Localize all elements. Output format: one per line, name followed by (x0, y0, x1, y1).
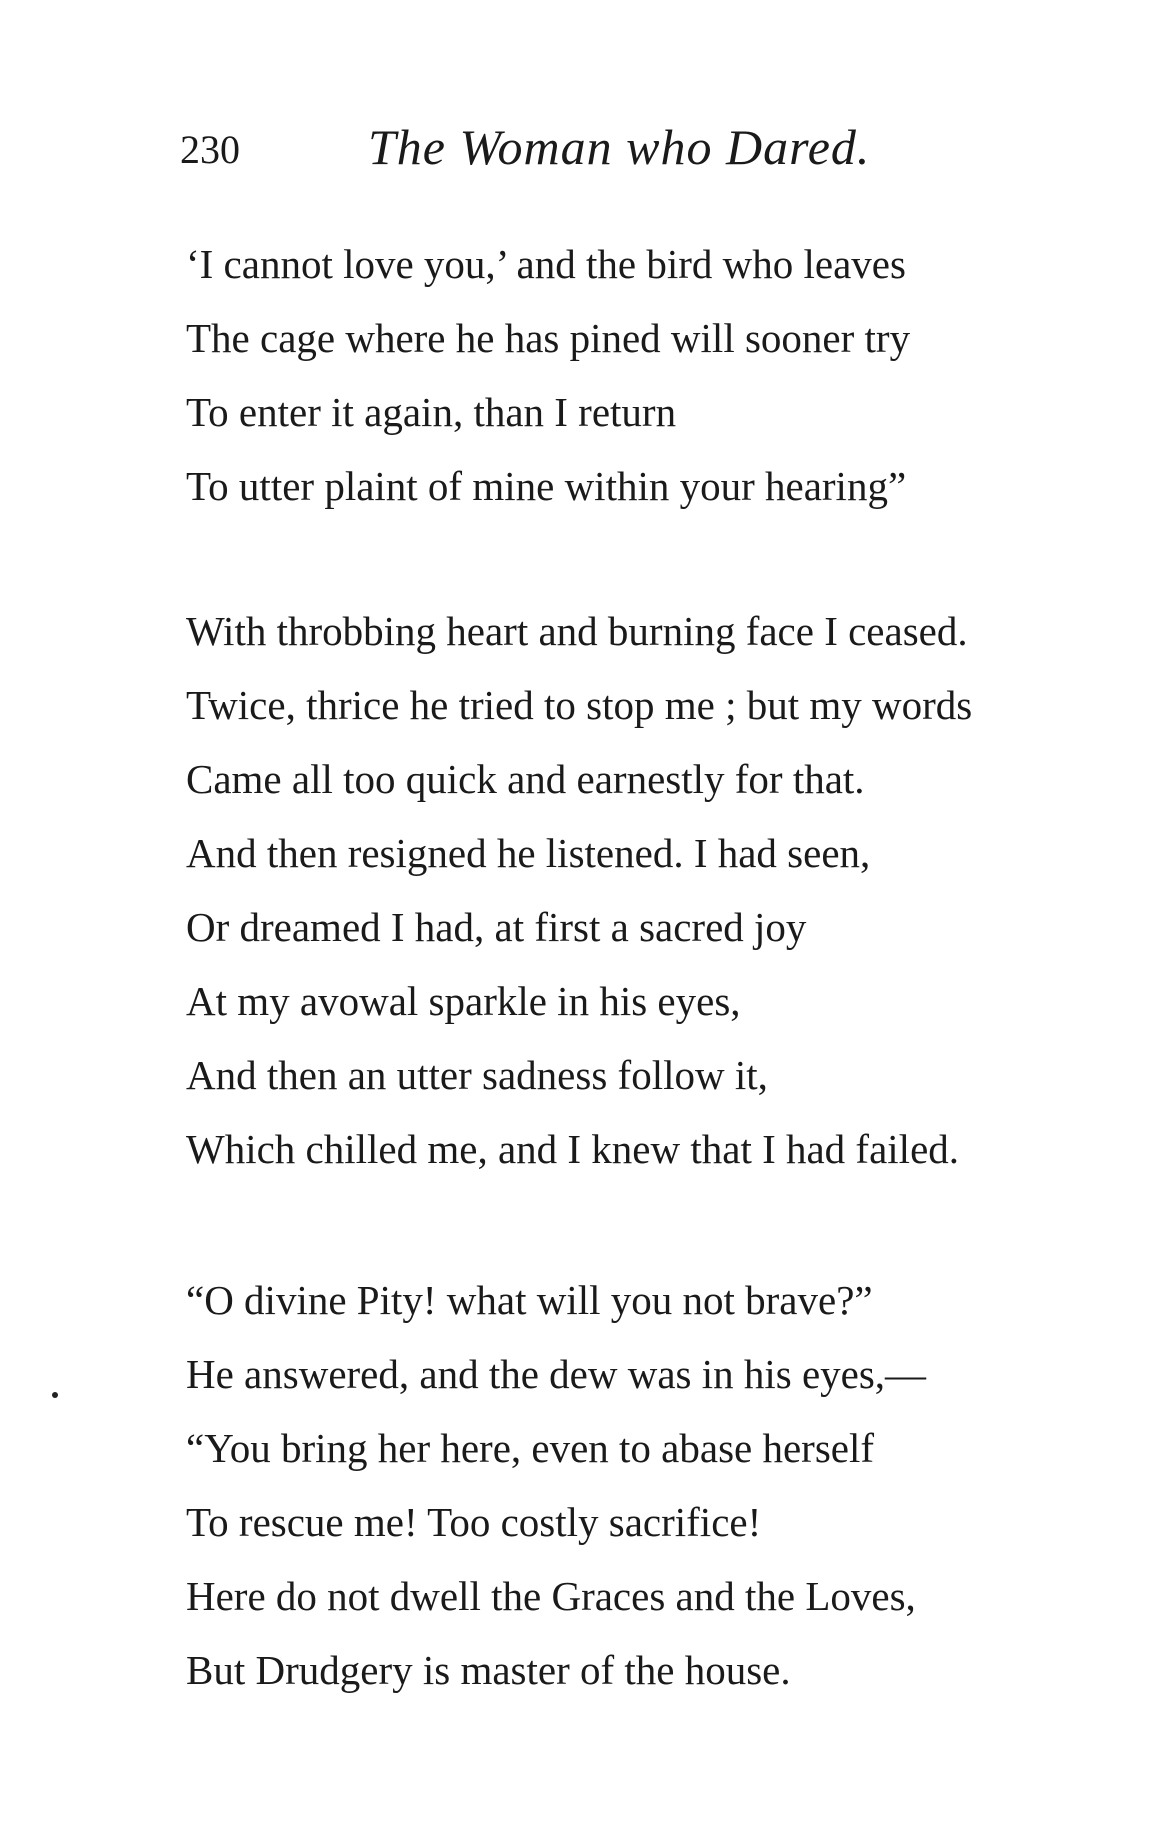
poem-line: With throbbing heart and burning face I ceased. (186, 608, 968, 654)
stanza-3 (186, 1263, 926, 1707)
poem-line: But Drudgery is master of the house. (186, 1647, 791, 1693)
poem-line: The cage where he has pined will sooner try (186, 315, 911, 361)
stanza-2 (186, 594, 972, 1186)
poem-line: He answered, and the dew was in his eyes,— (186, 1351, 927, 1397)
running-title: The Woman who Dared. (368, 119, 871, 175)
poem-line: ‘I cannot love you,’ and the bird who leaves (186, 241, 906, 287)
page-header (180, 118, 1080, 188)
poem-line: Here do not dwell the Graces and the Loves, (186, 1573, 916, 1619)
poem-line: Twice, thrice he tried to stop me ; but my words (186, 682, 973, 728)
poem-line: “O divine Pity! what will you not brave?” (186, 1277, 873, 1323)
poem-line: To utter plaint of mine within your hearing” (186, 463, 907, 509)
poem-line: And then an utter sadness follow it, (186, 1052, 768, 1098)
poem-line: At my avowal sparkle in his eyes, (186, 978, 741, 1024)
poem-line: Which chilled me, and I knew that I had failed. (186, 1126, 960, 1172)
stanza-1 (186, 227, 910, 523)
ink-speck (52, 1392, 58, 1398)
poem-line: Came all too quick and earnestly for that. (186, 756, 865, 802)
poem-line: To enter it again, than I return (186, 389, 677, 435)
poem-line: Or dreamed I had, at first a sacred joy (186, 904, 807, 950)
page-number: 230 (180, 127, 240, 172)
poem-line: “You bring her here, even to abase herself (186, 1425, 875, 1471)
poem-line: To rescue me! Too costly sacrifice! (186, 1499, 762, 1545)
poem-line: And then resigned he listened. I had seen, (186, 830, 871, 876)
